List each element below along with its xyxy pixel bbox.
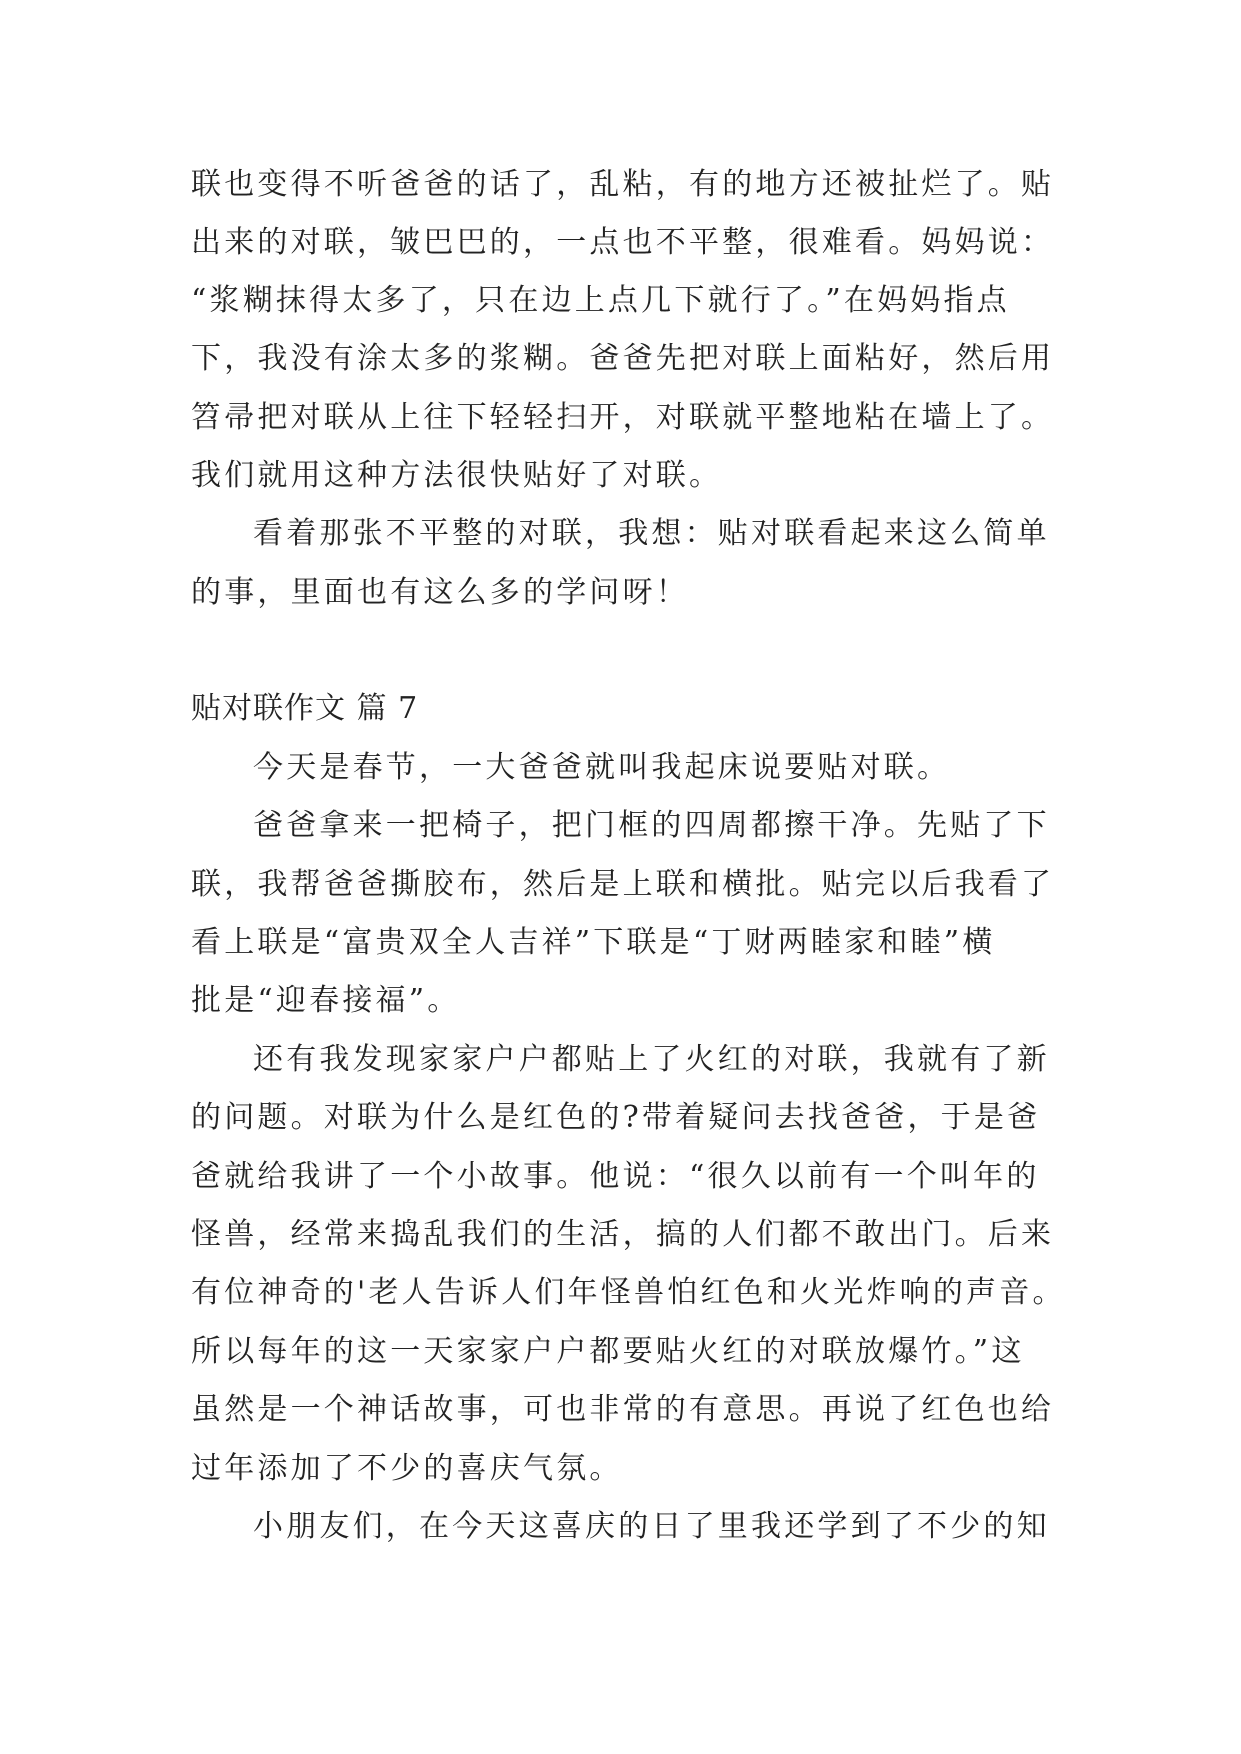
paragraph-line: 怪兽，经常来捣乱我们的生活，搞的人们都不敢出门。后来 [191, 1217, 1055, 1252]
paragraph-line: 有位神奇的'老人告诉人们年怪兽怕红色和火光炸响的声音。 [191, 1275, 1066, 1310]
paragraph-line: 过年添加了不少的喜庆气氛。 [191, 1451, 623, 1486]
paragraph-line: 下，我没有涂太多的浆糊。爸爸先把对联上面粘好，然后用 [191, 341, 1055, 376]
paragraph-line: 我们就用这种方法很快贴好了对联。 [191, 458, 723, 493]
paragraph-line: 爸就给我讲了一个小故事。他说：“很久以前有一个叫年的 [191, 1159, 1040, 1194]
paragraph-line: 爸爸拿来一把椅子，把门框的四周都擦干净。先贴了下 [253, 808, 1050, 843]
section-heading: 贴对联作文 篇 7 [191, 691, 419, 726]
paragraph-line: 的事，里面也有这么多的学问呀！ [191, 575, 689, 610]
paragraph-line: 还有我发现家家户户都贴上了火红的对联，我就有了新 [253, 1042, 1050, 1077]
paragraph-line: 出来的对联，皱巴巴的，一点也不平整，很难看。妈妈说： [191, 225, 1055, 260]
paragraph-line: 联，我帮爸爸撕胶布，然后是上联和横批。贴完以后我看了 [191, 867, 1055, 902]
paragraph-line: 看着那张不平整的对联，我想：贴对联看起来这么简单 [253, 516, 1050, 551]
paragraph-line: 所以每年的这一天家家户户都要贴火红的对联放爆竹。”这 [191, 1334, 1025, 1369]
paragraph-line: 虽然是一个神话故事，可也非常的有意思。再说了红色也给 [191, 1392, 1055, 1427]
paragraph-line: 的问题。对联为什么是红色的?带着疑问去找爸爸，于是爸 [191, 1100, 1041, 1135]
paragraph-line: 联也变得不听爸爸的话了，乱粘，有的地方还被扯烂了。贴 [191, 167, 1055, 202]
paragraph-line: 笤帚把对联从上往下轻轻扫开，对联就平整地粘在墙上了。 [191, 400, 1055, 435]
paragraph-line: 小朋友们，在今天这喜庆的日了里我还学到了不少的知 [253, 1509, 1050, 1544]
paragraph-line: “浆糊抹得太多了，只在边上点几下就行了。”在妈妈指点 [191, 283, 1010, 318]
paragraph-line: 今天是春节，一大爸爸就叫我起床说要贴对联。 [253, 750, 951, 785]
paragraph-line: 批是“迎春接福”。 [191, 983, 461, 1018]
paragraph-line: 看上联是“富贵双全人吉祥”下联是“丁财两睦家和睦”横 [191, 925, 996, 960]
